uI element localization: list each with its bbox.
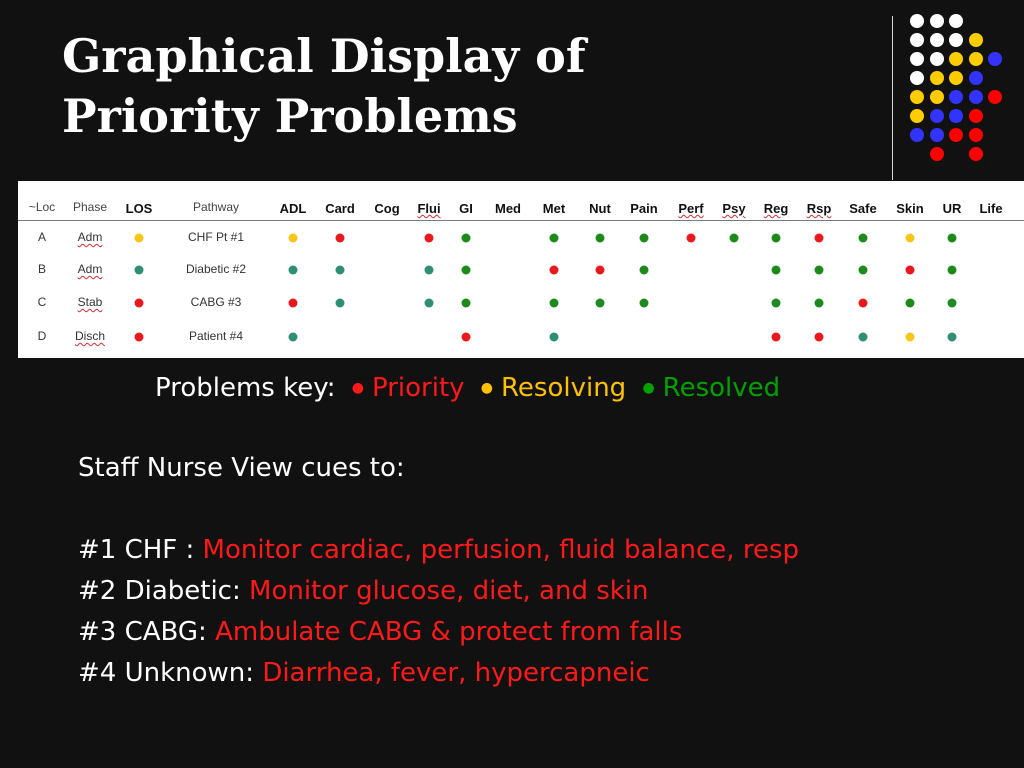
status-dot-reg xyxy=(772,333,781,342)
column-header: Card xyxy=(325,201,355,216)
status-dot-card xyxy=(336,234,345,243)
column-header: Reg xyxy=(763,201,789,216)
resolving-bullet-icon: ● xyxy=(480,380,494,396)
column-header: Nut xyxy=(589,201,611,216)
column-header: Skin xyxy=(896,201,924,216)
column-header: Safe xyxy=(849,201,877,216)
notes-heading: Staff Nurse View cues to: xyxy=(78,453,405,483)
status-dot-los xyxy=(135,299,144,308)
key-priority-label: Priority xyxy=(371,373,465,403)
decorative-dot xyxy=(930,71,944,85)
status-dot-skin xyxy=(906,299,915,308)
status-dot-nut xyxy=(596,266,605,275)
note-text: Monitor cardiac, perfusion, fluid balance, resp xyxy=(202,535,799,565)
staff-nurse-notes xyxy=(78,448,799,694)
status-dot-nut xyxy=(596,299,605,308)
slide-title-line-1: Graphical Display of xyxy=(62,29,586,83)
table-header-row xyxy=(18,181,1024,221)
status-dot-flui xyxy=(425,299,434,308)
status-dot-card xyxy=(336,299,345,308)
status-dot-gi xyxy=(462,299,471,308)
status-dot-ur xyxy=(948,234,957,243)
column-header: Rsp xyxy=(806,201,832,216)
status-dot-rsp xyxy=(815,234,824,243)
decorative-dot xyxy=(910,14,924,28)
status-dot-safe xyxy=(859,234,868,243)
column-header: ~Loc xyxy=(28,200,56,214)
status-dot-met xyxy=(550,333,559,342)
row-loc: B xyxy=(37,262,47,276)
decorative-dot xyxy=(969,52,983,66)
status-dot-ur xyxy=(948,333,957,342)
note-prefix: #2 Diabetic: xyxy=(78,576,250,606)
status-dot-met xyxy=(550,234,559,243)
status-dot-rsp xyxy=(815,299,824,308)
decorative-dot xyxy=(949,90,963,104)
status-dot-skin xyxy=(906,333,915,342)
status-dot-gi xyxy=(462,234,471,243)
row-pathway: Diabetic #2 xyxy=(185,262,247,276)
decorative-divider-line xyxy=(892,16,893,180)
decorative-dot xyxy=(949,109,963,123)
decorative-dot xyxy=(949,128,963,142)
decorative-dot xyxy=(930,109,944,123)
decorative-dot xyxy=(930,90,944,104)
slide-title-line-2: Priority Problems xyxy=(62,89,518,143)
column-header: UR xyxy=(942,201,962,216)
status-dot-reg xyxy=(772,266,781,275)
status-dot-adl xyxy=(289,266,298,275)
status-dot-pain xyxy=(640,234,649,243)
column-header: Pain xyxy=(630,201,658,216)
status-dot-flui xyxy=(425,266,434,275)
column-header: Met xyxy=(542,201,566,216)
row-phase: Disch xyxy=(74,329,106,343)
column-header: Pathway xyxy=(192,200,240,214)
note-item xyxy=(78,653,799,694)
decorative-dot xyxy=(910,128,924,142)
column-header: Psy xyxy=(722,201,746,216)
row-phase: Stab xyxy=(77,295,103,309)
status-dot-pain xyxy=(640,299,649,308)
status-dot-los xyxy=(135,266,144,275)
decorative-dot xyxy=(969,71,983,85)
decorative-dot xyxy=(949,33,963,47)
column-header: GI xyxy=(459,201,473,216)
status-dot-los xyxy=(135,333,144,342)
status-dot-safe xyxy=(859,333,868,342)
decorative-dot xyxy=(988,52,1002,66)
column-header: Cog xyxy=(374,201,400,216)
status-dot-gi xyxy=(462,266,471,275)
status-dot-ur xyxy=(948,266,957,275)
key-resolving-label: Resolving xyxy=(501,373,627,403)
decorative-dot xyxy=(930,147,944,161)
decorative-dot xyxy=(910,52,924,66)
column-header: Life xyxy=(979,201,1003,216)
note-text: Diarrhea, fever, hypercapneic xyxy=(262,658,650,688)
decorative-dot xyxy=(969,109,983,123)
status-dot-reg xyxy=(772,299,781,308)
decorative-dot xyxy=(969,147,983,161)
status-dot-rsp xyxy=(815,266,824,275)
note-prefix: #4 Unknown: xyxy=(78,658,263,688)
column-header: LOS xyxy=(125,201,153,216)
decorative-dot xyxy=(930,33,944,47)
note-prefix: #3 CABG: xyxy=(78,617,216,647)
status-dot-flui xyxy=(425,234,434,243)
note-item xyxy=(78,612,799,653)
status-dot-safe xyxy=(859,299,868,308)
status-dot-pain xyxy=(640,266,649,275)
column-header: ADL xyxy=(279,201,307,216)
status-dot-safe xyxy=(859,266,868,275)
status-dot-nut xyxy=(596,234,605,243)
decorative-dot xyxy=(969,33,983,47)
decorative-dot-grid xyxy=(910,14,1010,166)
problems-key xyxy=(155,371,780,405)
status-dot-los xyxy=(135,234,144,243)
note-item xyxy=(78,530,799,571)
row-loc: D xyxy=(37,329,47,343)
status-dot-reg xyxy=(772,234,781,243)
decorative-dot xyxy=(969,90,983,104)
row-phase: Adm xyxy=(77,262,103,276)
status-dot-perf xyxy=(687,234,696,243)
column-header: Med xyxy=(495,201,521,216)
row-pathway: Patient #4 xyxy=(188,329,244,343)
status-dot-rsp xyxy=(815,333,824,342)
status-dot-adl xyxy=(289,234,298,243)
decorative-dot xyxy=(910,33,924,47)
slide-title xyxy=(62,26,586,146)
row-loc: A xyxy=(37,230,47,244)
status-dot-met xyxy=(550,266,559,275)
status-dot-adl xyxy=(289,299,298,308)
row-loc: C xyxy=(37,295,47,309)
decorative-dot xyxy=(910,71,924,85)
column-header: Phase xyxy=(72,200,108,214)
status-dot-met xyxy=(550,299,559,308)
key-resolved-label: Resolved xyxy=(662,373,781,403)
decorative-dot xyxy=(930,128,944,142)
decorative-dot xyxy=(910,109,924,123)
decorative-dot xyxy=(969,128,983,142)
status-dot-skin xyxy=(906,266,915,275)
row-pathway: CABG #3 xyxy=(190,295,242,309)
status-dot-gi xyxy=(462,333,471,342)
note-prefix: #1 CHF : xyxy=(78,535,203,565)
notes-spacer xyxy=(78,489,799,530)
note-item xyxy=(78,571,799,612)
decorative-dot xyxy=(988,90,1002,104)
decorative-dot xyxy=(910,90,924,104)
decorative-dot xyxy=(949,71,963,85)
status-dot-skin xyxy=(906,234,915,243)
priority-problems-table xyxy=(18,181,1024,358)
decorative-dot xyxy=(930,52,944,66)
decorative-dot xyxy=(949,14,963,28)
resolved-bullet-icon: ● xyxy=(642,380,655,396)
column-header: Perf xyxy=(678,201,704,216)
status-dot-ur xyxy=(948,299,957,308)
note-text: Monitor glucose, diet, and skin xyxy=(249,576,649,606)
decorative-dot xyxy=(930,14,944,28)
column-header: Flui xyxy=(417,201,441,216)
priority-bullet-icon: ● xyxy=(351,380,364,396)
status-dot-psy xyxy=(730,234,739,243)
problems-key-label: Problems key: xyxy=(155,373,336,403)
row-pathway: CHF Pt #1 xyxy=(187,230,245,244)
status-dot-adl xyxy=(289,333,298,342)
decorative-dot xyxy=(949,52,963,66)
status-dot-card xyxy=(336,266,345,275)
note-text: Ambulate CABG & protect from falls xyxy=(215,617,683,647)
row-phase: Adm xyxy=(77,230,103,244)
